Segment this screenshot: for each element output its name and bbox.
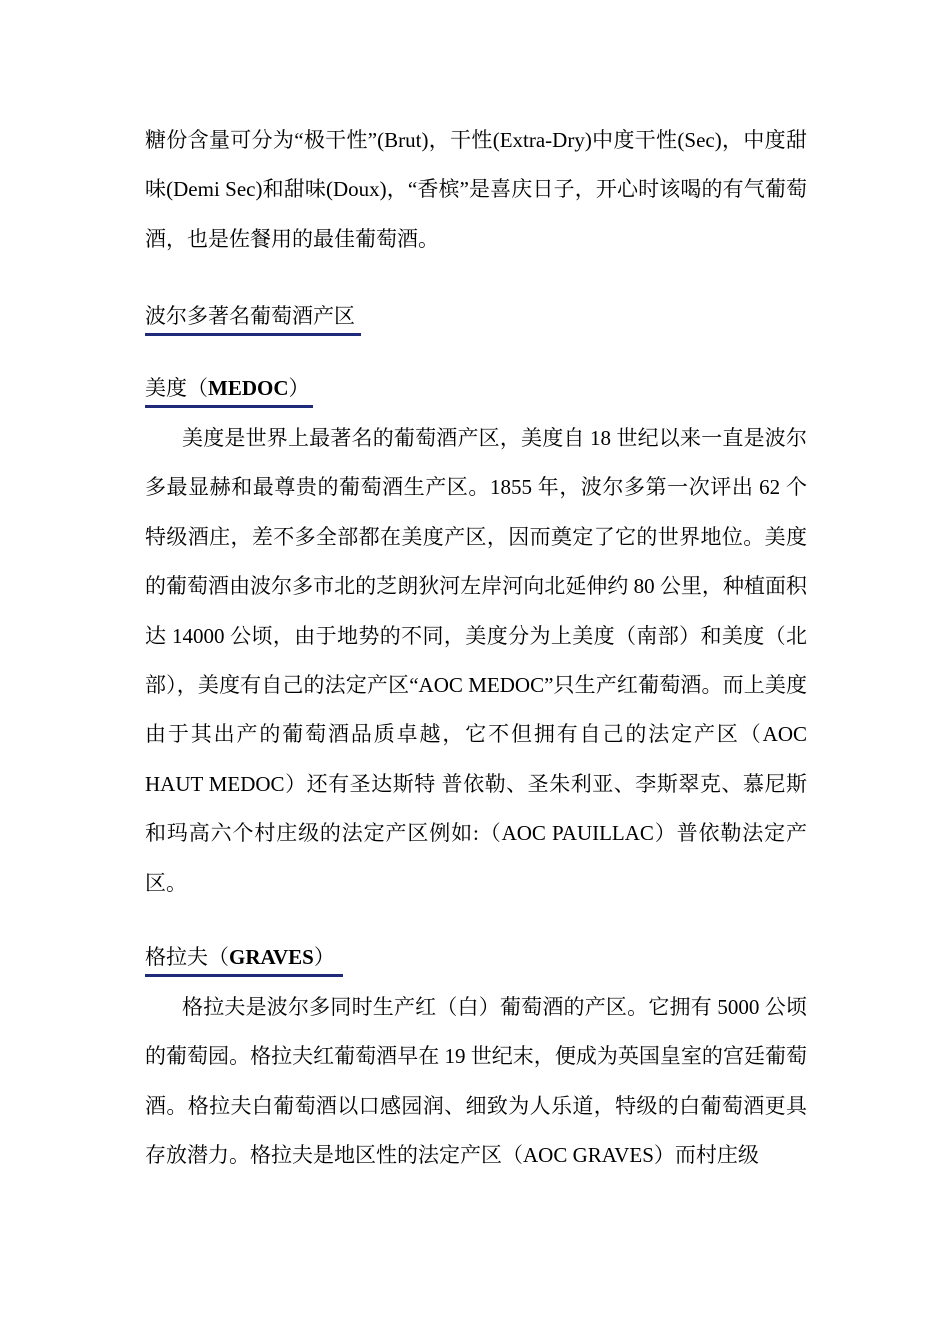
graves-paragraph: 格拉夫是波尔多同时生产红（白）葡萄酒的产区。它拥有 5000 公顷的葡萄园。格拉夫红葡萄酒早在 19 世纪末，便成为英国皇室的宫廷葡萄酒。格拉夫白葡萄酒以口感园润、细致为人乐道，特级的白葡萄酒更具存放潜力。格拉夫是地区性的法定产区（AOC GRAVES）而村庄级 — [145, 995, 807, 1168]
medoc-paragraph: 美度是世界上最著名的葡萄酒产区，美度自 18 世纪以来一直是波尔多最显赫和最尊贵的葡萄酒生产区。1855 年，波尔多第一次评出 62 个特级酒庄，差不多全部都在美度产区，因而奠定了它的世界地位。美度的葡萄酒由波尔多市北的芝朗狄河左岸河向北延伸约 80 公里，种植面积达 14000 公顷，由于地势的不同，美度分为上美度（南部）和美度（北部），美度有自己的法定产区“AOC MEDOC”只生产红葡萄酒。而上美度由于其出产的葡萄酒品质卓越，它不但拥有自己的法定产区（AOC HAUT MEDOC）还有圣达斯特 普依勒、圣朱利亚、李斯翠克、慕尼斯和玛高六个村庄级的法定产区例如:（AOC PAUILLAC）普依勒法定产区。 — [145, 426, 807, 895]
medoc-heading-close: ） — [288, 376, 310, 400]
medoc-heading-cn: 美度（ — [145, 376, 208, 400]
intro-paragraph: 糖份含量可分为“极干性”(Brut)，干性(Extra-Dry)中度干性(Sec)，中度甜味(Demi Sec)和甜味(Doux)，“香槟”是喜庆日子，开心时该喝的有气葡萄酒，也是佐餐用的最佳葡萄酒。 — [145, 128, 807, 251]
graves-heading — [145, 943, 335, 971]
medoc-heading-en: MEDOC — [208, 376, 289, 400]
section-heading-text: 波尔多著名葡萄酒产区 — [145, 304, 355, 328]
section-heading-underline — [145, 333, 361, 336]
medoc-heading-underline — [145, 405, 313, 408]
section-heading — [145, 302, 355, 330]
graves-heading-underline — [145, 974, 343, 977]
graves-heading-en: GRAVES — [229, 945, 314, 969]
graves-heading-close: ） — [313, 945, 335, 969]
medoc-heading — [145, 374, 310, 402]
graves-heading-cn: 格拉夫（ — [145, 945, 229, 969]
